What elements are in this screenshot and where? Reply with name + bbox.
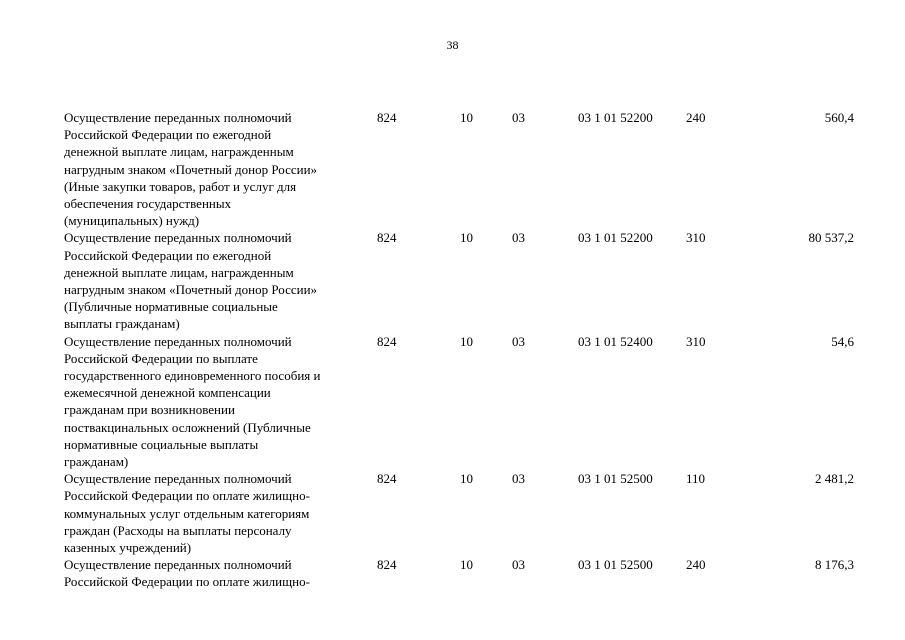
expense-name-line: (Публичные нормативные социальные bbox=[64, 299, 278, 315]
expense-name-line: (Иные закупки товаров, работ и услуг для bbox=[64, 178, 297, 194]
expense-name-line: Российской Федерации по ежегодной bbox=[64, 247, 272, 263]
expense-type-cell: 240 bbox=[686, 557, 706, 573]
target-article-cell: 03 1 01 52500 bbox=[578, 471, 653, 487]
ministry-code-cell: 824 bbox=[377, 333, 397, 349]
expense-name-line: нагрудным знаком «Почетный донор России» bbox=[64, 282, 318, 298]
expense-name-line: казенных учреждений) bbox=[64, 540, 192, 556]
expense-type-cell: 310 bbox=[686, 333, 706, 349]
subsection-code-cell: 03 bbox=[512, 333, 525, 349]
expense-name-line: денежной выплате лицам, награжденным bbox=[64, 264, 294, 280]
expense-name-line: гражданам при возникновении bbox=[64, 402, 235, 418]
section-code-cell: 10 bbox=[460, 333, 473, 349]
expense-name-line: (муниципальных) нужд) bbox=[64, 213, 200, 229]
expense-type-cell: 310 bbox=[686, 230, 706, 246]
expense-name-line: государственного единовременного пособия и bbox=[64, 368, 321, 384]
section-code-cell: 10 bbox=[460, 471, 473, 487]
expense-name-line: граждан (Расходы на выплаты персоналу bbox=[64, 522, 292, 538]
subsection-code-cell: 03 bbox=[512, 230, 525, 246]
expense-name-line: поствакцинальных осложнений (Публичные bbox=[64, 419, 311, 435]
expense-name-line: денежной выплате лицам, награжденным bbox=[64, 144, 294, 160]
target-article-cell: 03 1 01 52400 bbox=[578, 333, 653, 349]
sum-cell: 560,4 bbox=[824, 110, 854, 125]
ministry-code-cell: 824 bbox=[377, 557, 397, 573]
sum-cell: 80 537,2 bbox=[808, 230, 854, 246]
expense-name-line: обеспечения государственных bbox=[64, 196, 232, 212]
subsection-code-cell: 03 bbox=[512, 471, 525, 487]
expense-name-line: коммунальных услуг отдельным категориям bbox=[64, 505, 310, 521]
expense-type-cell: 240 bbox=[686, 110, 706, 125]
expense-name-cell bbox=[64, 109, 364, 229]
sum-cell: 8 176,3 bbox=[815, 557, 854, 573]
expense-name-line: Российской Федерации по оплате жилищно- bbox=[64, 488, 310, 504]
expense-name-line: нормативные социальные выплаты bbox=[64, 436, 259, 452]
ministry-code-cell: 824 bbox=[377, 110, 397, 125]
expense-name-line: Российской Федерации по выплате bbox=[64, 350, 258, 366]
expense-name-cell bbox=[64, 229, 364, 332]
subsection-code-cell: 03 bbox=[512, 110, 525, 125]
subsection-code-cell: 03 bbox=[512, 557, 525, 573]
ministry-code-cell: 824 bbox=[377, 471, 397, 487]
expense-name-line: Осуществление переданных полномочий bbox=[64, 230, 292, 246]
expense-type-cell: 110 bbox=[686, 471, 706, 487]
target-article-cell: 03 1 01 52200 bbox=[578, 110, 653, 125]
expense-name-line: ежемесячной денежной компенсации bbox=[64, 385, 271, 401]
ministry-code-cell: 824 bbox=[377, 230, 397, 246]
table-row bbox=[64, 109, 854, 229]
expense-name-line: Российской Федерации по оплате жилищно- bbox=[64, 574, 310, 590]
expense-name-cell bbox=[64, 333, 364, 471]
expense-name-line: выплаты гражданам) bbox=[64, 316, 180, 332]
table-row bbox=[64, 556, 854, 590]
budget-table bbox=[64, 109, 854, 591]
page-number: 38 bbox=[446, 38, 459, 52]
expense-name-line: Осуществление переданных полномочий bbox=[64, 471, 292, 487]
expense-name-line: гражданам) bbox=[64, 454, 129, 470]
expense-name-cell bbox=[64, 556, 364, 590]
sum-cell: 2 481,2 bbox=[815, 471, 854, 487]
table-row bbox=[64, 229, 854, 332]
target-article-cell: 03 1 01 52200 bbox=[578, 230, 653, 246]
expense-name-line: Осуществление переданных полномочий bbox=[64, 557, 292, 573]
expense-name-cell bbox=[64, 470, 364, 556]
table-row bbox=[64, 470, 854, 556]
section-code-cell: 10 bbox=[460, 230, 473, 246]
section-code-cell: 10 bbox=[460, 110, 473, 125]
target-article-cell: 03 1 01 52500 bbox=[578, 557, 653, 573]
expense-name-line: нагрудным знаком «Почетный донор России» bbox=[64, 161, 318, 177]
table-row bbox=[64, 333, 854, 471]
expense-name-line: Осуществление переданных полномочий bbox=[64, 333, 292, 349]
section-code-cell: 10 bbox=[460, 557, 473, 573]
expense-name-line: Осуществление переданных полномочий bbox=[64, 110, 292, 125]
expense-name-line: Российской Федерации по ежегодной bbox=[64, 127, 272, 143]
sum-cell: 54,6 bbox=[831, 333, 854, 349]
